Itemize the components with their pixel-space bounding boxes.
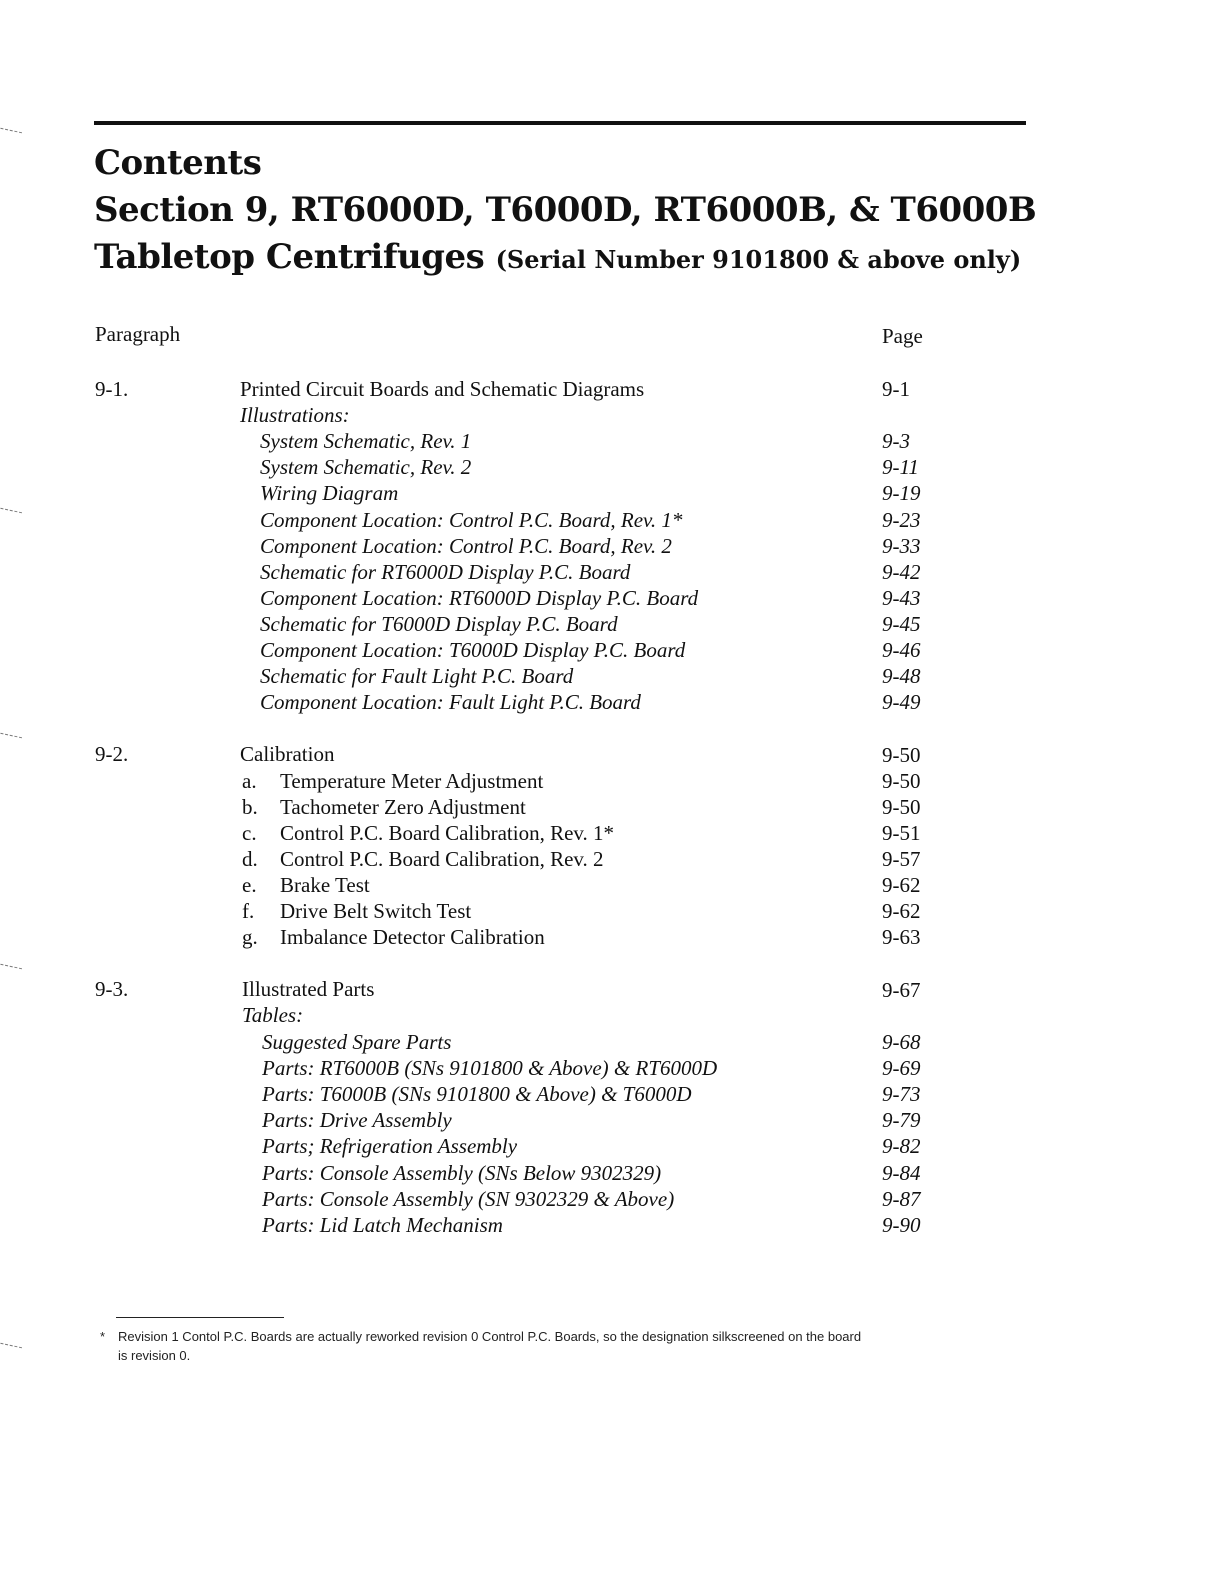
- heading-product: Tabletop Centrifuges: [94, 237, 485, 277]
- toc-item-page: 9-50: [882, 769, 921, 793]
- scan-edge-mark: [0, 733, 22, 741]
- toc-item-title: Parts: Console Assembly (SNs Below 9302329): [262, 1161, 662, 1185]
- toc-item-page: 9-68: [882, 1030, 921, 1054]
- toc-item-page: 9-73: [882, 1082, 921, 1106]
- toc-item-page: 9-62: [882, 873, 921, 897]
- scan-edge-mark: [0, 128, 22, 136]
- toc-item-title: Parts: Drive Assembly: [262, 1108, 452, 1132]
- toc-item-title: Schematic for Fault Light P.C. Board: [260, 664, 574, 688]
- section-title: Printed Circuit Boards and Schematic Diagrams: [240, 377, 645, 401]
- toc-item-title: Brake Test: [280, 873, 370, 897]
- heading-section-title: Section 9, RT6000D, T6000D, RT6000B, & T6000B: [94, 190, 1037, 230]
- toc-item-page: 9-69: [882, 1056, 921, 1080]
- footnote-text: Revision 1 Contol P.C. Boards are actually reworked revision 0 Control P.C. Boards, so the designation silkscreened on the board: [118, 1329, 862, 1344]
- toc-item-page: 9-79: [882, 1108, 921, 1132]
- toc-item-letter: g.: [242, 925, 258, 949]
- toc-item-page: 9-57: [882, 847, 921, 871]
- toc-item-title: Control P.C. Board Calibration, Rev. 2: [280, 847, 604, 871]
- section-page: 9-67: [882, 978, 921, 1002]
- toc-item-title: Temperature Meter Adjustment: [280, 769, 544, 793]
- toc-item-title: Imbalance Detector Calibration: [280, 925, 545, 949]
- toc-item-title: Control P.C. Board Calibration, Rev. 1*: [280, 821, 615, 845]
- toc-item-page: 9-43: [882, 586, 921, 610]
- toc-item-title: Parts: T6000B (SNs 9101800 & Above) & T6000D: [262, 1082, 692, 1106]
- heading-serial-note: (Serial Number 9101800 & above only): [495, 245, 1022, 274]
- toc-item-page: 9-46: [882, 638, 921, 662]
- section-page: 9-50: [882, 743, 921, 767]
- toc-item-title: Drive Belt Switch Test: [280, 899, 472, 923]
- toc-item-page: 9-42: [882, 560, 921, 584]
- toc-item-title: Parts: RT6000B (SNs 9101800 & Above) & RT6000D: [262, 1056, 718, 1080]
- section-number: 9-2.: [95, 742, 129, 766]
- toc-item-title: Parts; Refrigeration Assembly: [262, 1134, 518, 1158]
- section-page: 9-1: [882, 377, 910, 401]
- toc-item-title: System Schematic, Rev. 2: [260, 455, 472, 479]
- section-number: 9-1.: [95, 377, 129, 401]
- footnote-text-continued: is revision 0.: [118, 1348, 191, 1363]
- section-title: Illustrated Parts: [242, 977, 375, 1001]
- toc-item-page: 9-33: [882, 534, 921, 558]
- toc-item-page: 9-48: [882, 664, 921, 688]
- toc-item-letter: e.: [242, 873, 257, 897]
- toc-item-page: 9-50: [882, 795, 921, 819]
- heading-contents: Contents: [94, 143, 262, 183]
- toc-item: [242, 898, 471, 924]
- toc-item-page: 9-11: [882, 455, 919, 479]
- toc-item-letter: a.: [242, 769, 257, 793]
- toc-item-title: Schematic for T6000D Display P.C. Board: [260, 612, 618, 636]
- toc-item-letter: c.: [242, 821, 257, 845]
- toc-item-title: Component Location: RT6000D Display P.C. Board: [260, 586, 699, 610]
- toc-item-page: 9-62: [882, 899, 921, 923]
- footnote: [100, 1327, 1040, 1365]
- toc-item-title: Parts: Lid Latch Mechanism: [262, 1213, 503, 1237]
- group-label: Illustrations:: [240, 403, 350, 427]
- toc-item-page: 9-23: [882, 508, 921, 532]
- toc-item-page: 9-19: [882, 481, 921, 505]
- toc-item-letter: f.: [242, 899, 255, 923]
- toc-item: [242, 872, 370, 898]
- toc-item-title: System Schematic, Rev. 1: [260, 429, 472, 453]
- toc-item-title: Component Location: T6000D Display P.C. Board: [260, 638, 686, 662]
- toc-item-page: 9-84: [882, 1161, 921, 1185]
- toc-item-page: 9-63: [882, 925, 921, 949]
- toc-item-title: Schematic for RT6000D Display P.C. Board: [260, 560, 631, 584]
- scan-edge-mark: [0, 964, 22, 972]
- toc-item-title: Component Location: Control P.C. Board, Rev. 2: [260, 534, 672, 558]
- toc-item: [242, 794, 526, 820]
- toc-item-page: 9-82: [882, 1134, 921, 1158]
- toc-item-title: Component Location: Control P.C. Board, Rev. 1*: [260, 508, 683, 532]
- page-heading: [94, 140, 1054, 283]
- footnote-line: [100, 1327, 1040, 1346]
- toc-item-page: 9-90: [882, 1213, 921, 1237]
- toc-item-letter: d.: [242, 847, 258, 871]
- scan-edge-mark: [0, 1343, 22, 1351]
- toc-item-page: 9-51: [882, 821, 921, 845]
- footnote-mark: *: [100, 1329, 106, 1344]
- toc-item: [242, 924, 545, 950]
- scan-edge-mark: [0, 508, 22, 516]
- group-label: Tables:: [242, 1003, 304, 1027]
- toc-item-page: 9-45: [882, 612, 921, 636]
- toc-item-title: Parts: Console Assembly (SN 9302329 & Above): [262, 1187, 675, 1211]
- toc-item-page: 9-3: [882, 429, 910, 453]
- toc-item: [242, 846, 604, 872]
- toc-item-title: Component Location: Fault Light P.C. Board: [260, 690, 641, 714]
- section-title: Calibration: [240, 742, 335, 766]
- column-header-page: Page: [882, 324, 923, 348]
- toc-item-page: 9-49: [882, 690, 921, 714]
- toc-item-title: Wiring Diagram: [260, 481, 399, 505]
- toc-item: [242, 768, 543, 794]
- toc-item-page: 9-87: [882, 1187, 921, 1211]
- toc-item: [242, 820, 614, 846]
- heading-product-line: [94, 234, 1054, 283]
- top-rule: [94, 121, 1026, 125]
- section-number: 9-3.: [95, 977, 129, 1001]
- toc-item-title: Tachometer Zero Adjustment: [280, 795, 526, 819]
- toc-item-title: Suggested Spare Parts: [262, 1030, 452, 1054]
- column-header-paragraph: Paragraph: [95, 322, 181, 346]
- toc-item-letter: b.: [242, 795, 258, 819]
- footnote-rule: [116, 1317, 284, 1318]
